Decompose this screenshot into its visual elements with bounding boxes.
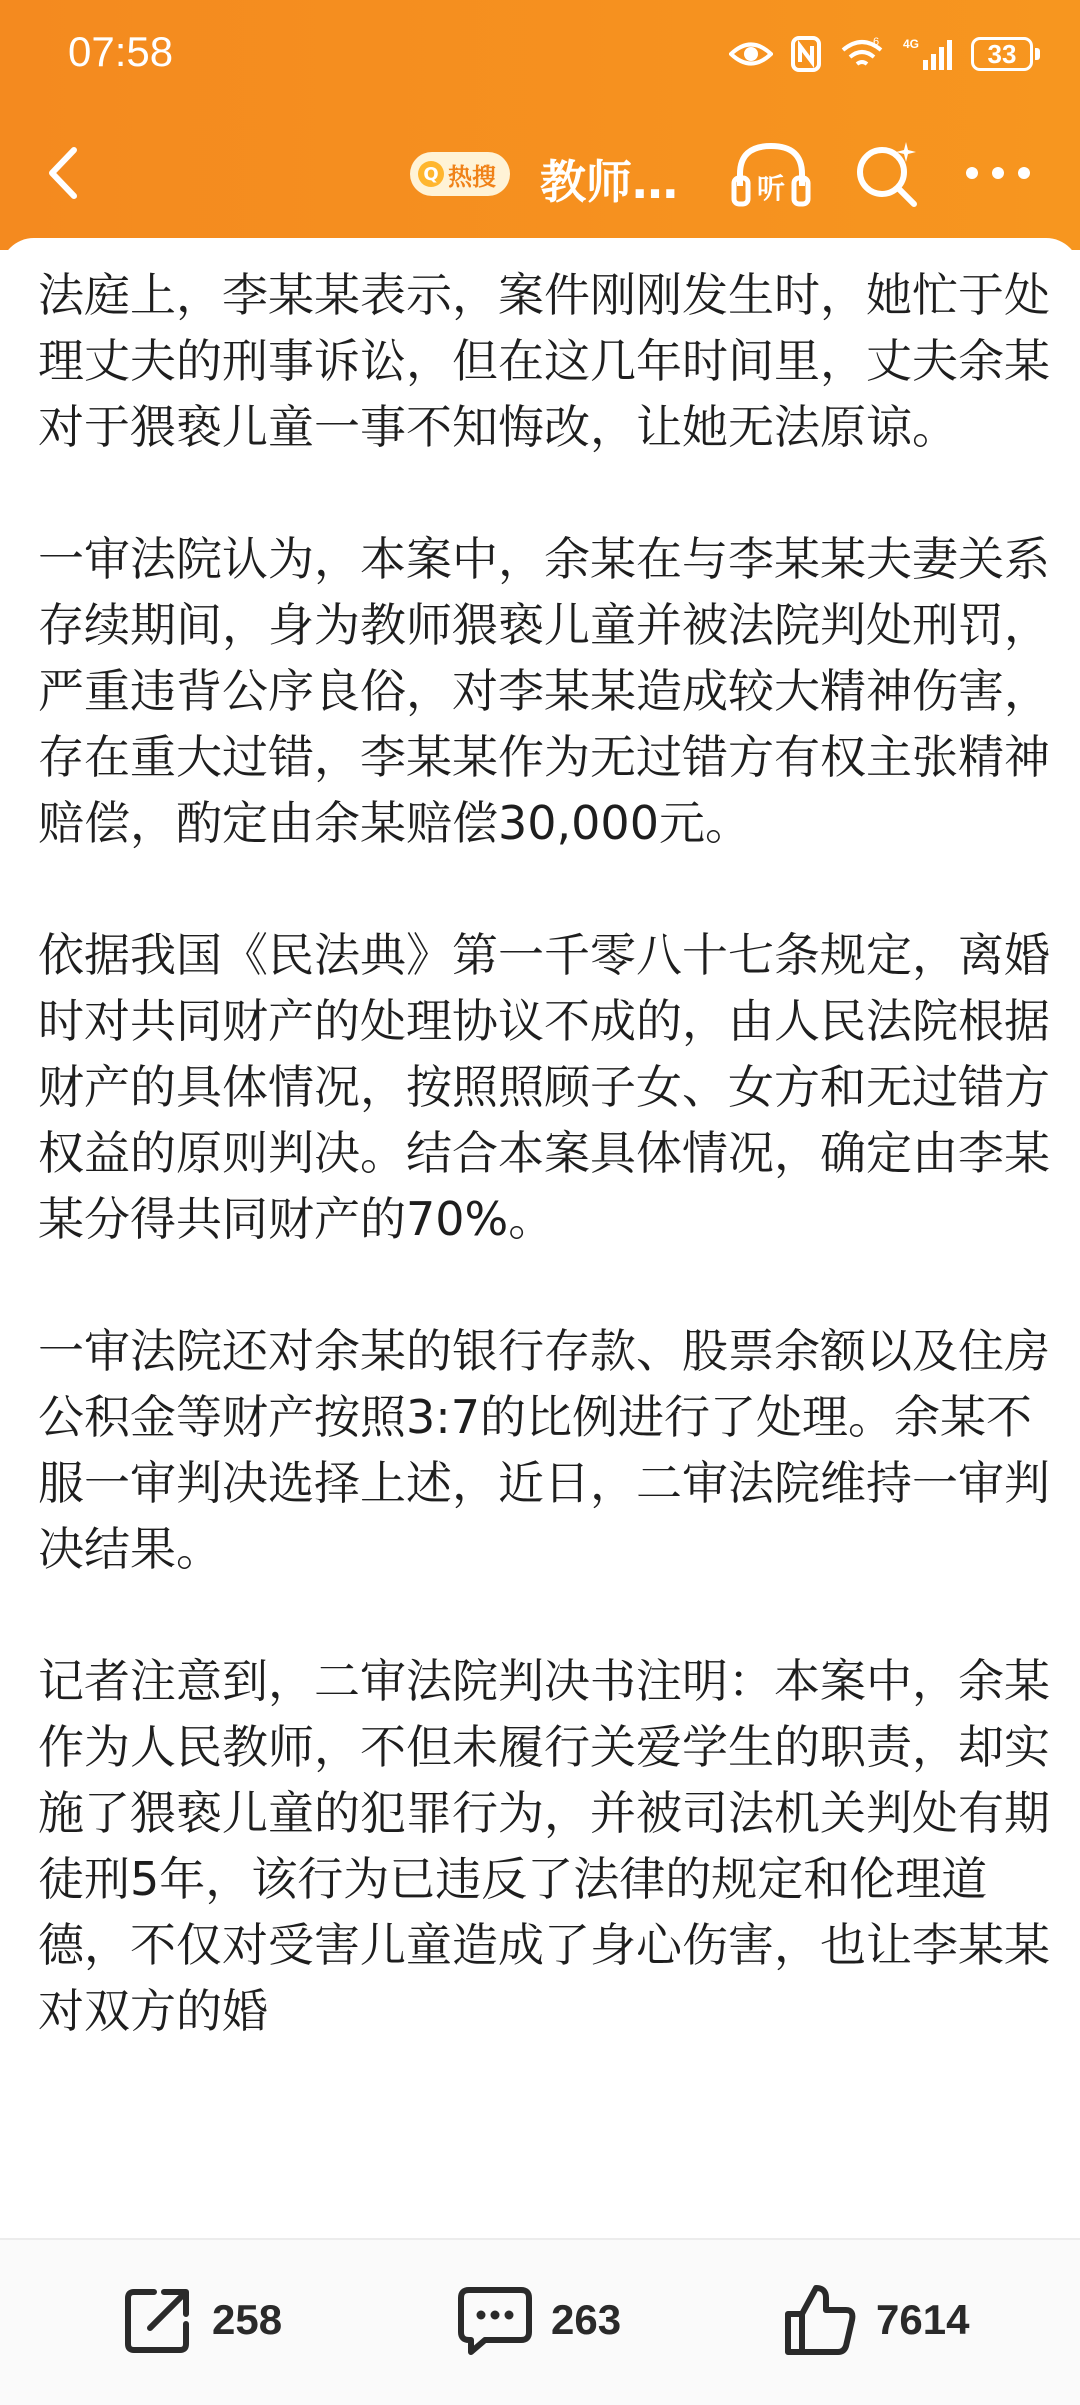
more-options-icon[interactable] [958,138,1038,208]
back-arrow-icon[interactable] [30,138,100,208]
article-paragraph-2: 一审法院认为，本案中，余某在与李某某夫妻关系存续期间，身为教师猥亵儿童并被法院判处刑罚，严重违背公序良俗，对李某某造成较大精神伤害，存在重大过错，李某某作为无过错方有权主张精神赔偿，酌定由余某赔偿30,000元。 [38,532,1050,850]
status-icons [729,28,1040,80]
eye-icon [729,39,773,69]
comment-count: 263 [551,2296,622,2343]
bottom-action-bar [0,2238,1080,2405]
wifi-icon [839,36,885,72]
hot-search-badge[interactable] [410,152,510,196]
article-paragraph-1: 法庭上，李某某表示，案件刚刚发生时，她忙于处理丈夫的刑事诉讼，但在这几年时间里，丈夫余某对于猥亵儿童一事不知悔改，让她无法原谅。 [38,268,1050,454]
share-button[interactable] [120,2280,282,2360]
article-paragraph-3: 依据我国《民法典》第一千零八十七条规定，离婚时对共同财产的处理协议不成的，由人民法院根据财产的具体情况，按照照顾子女、女方和无过错方权益的原则判决。结合本案具体情况，确定由李某某分得共同财产的70%。 [38,928,1050,1246]
article-paragraph-5: 记者注意到，二审法院判决书注明：本案中，余某作为人民教师，不但未履行关爱学生的职责，却实施了猥亵儿童的犯罪行为，并被司法机关判处有期徒刑5年，该行为已违反了法律的规定和伦理道德，不仅对受害儿童造成了身心伤害，也让李某某对双方的婚 [38,1654,1050,2038]
search-icon[interactable] [850,138,924,212]
like-button[interactable] [780,2280,969,2360]
battery-indicator: 33 [971,37,1033,71]
comment-icon [455,2282,535,2358]
nfc-icon [791,36,821,72]
status-bar [0,0,1080,110]
share-icon [120,2282,196,2358]
status-time: 07:58 [68,28,174,75]
page-title[interactable]: 教师… [540,155,678,209]
hot-search-icon: Q [418,161,444,187]
article-body [38,262,1050,2237]
svg-text:4G: 4G [903,37,920,51]
top-nav [0,110,1080,240]
hot-search-label: 热搜 [448,162,496,191]
listen-label: 听 [756,172,786,205]
battery-tip [1035,48,1040,60]
like-count: 7614 [876,2296,970,2343]
comment-button[interactable] [455,2280,621,2360]
listen-headphones-icon[interactable] [730,138,812,210]
thumbs-up-icon [780,2280,860,2360]
article-paragraph-4: 一审法院还对余某的银行存款、股票余额以及住房公积金等财产按照3:7的比例进行了处理。余某不服一审判决选择上述，近日，二审法院维持一审判决结果。 [38,1324,1050,1576]
svg-text:6: 6 [873,36,880,48]
share-count: 258 [212,2296,283,2343]
signal-icon [903,36,953,72]
